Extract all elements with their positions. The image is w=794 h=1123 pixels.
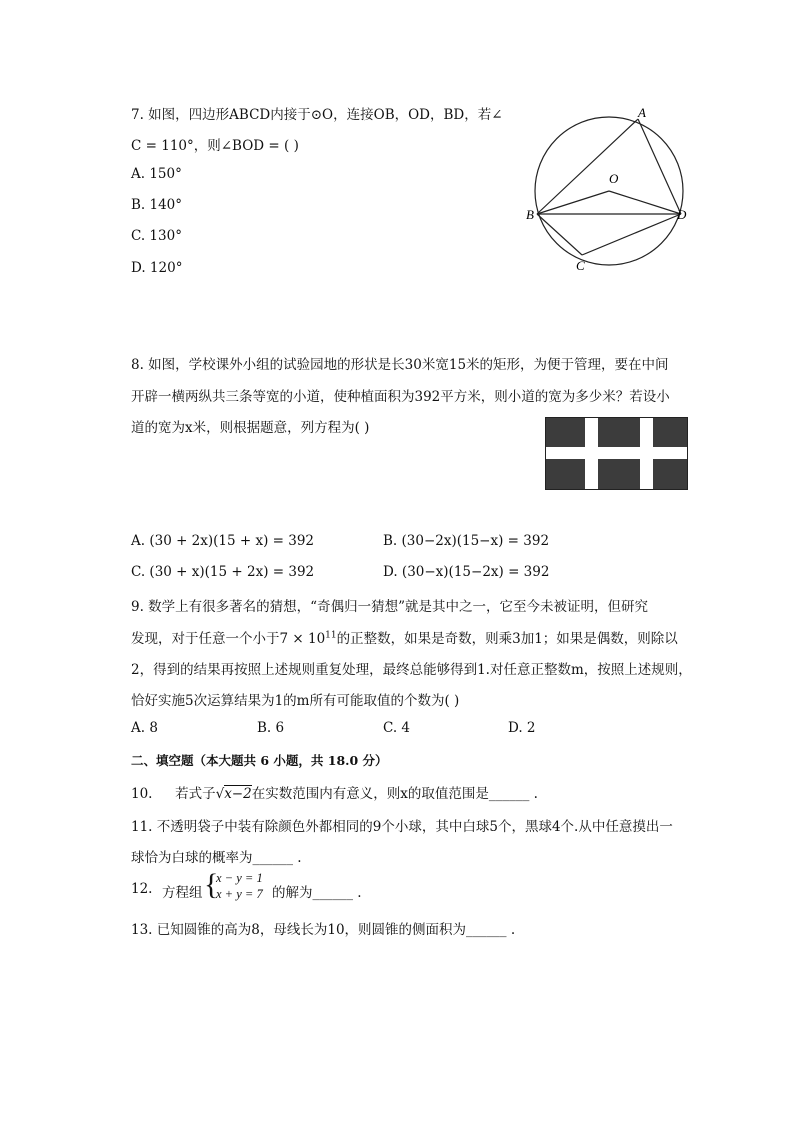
brace-icon: { (204, 868, 219, 901)
q7-option-b: B. 140° (131, 197, 183, 213)
q13-line: 13. 已知圆锥的高为8，母线长为10，则圆锥的侧面积为______ . (131, 922, 516, 938)
q7-option-c: C. 130° (131, 228, 182, 244)
q9-line-2-pre: 发现，对于任意一个小于7 × 10 (131, 631, 326, 647)
q8-garden-figure (545, 417, 689, 491)
path-vertical-right (640, 418, 653, 489)
segment-ob (537, 191, 609, 214)
q12-eq-2: x + y = 7 (216, 887, 263, 901)
label-d: D (677, 207, 687, 222)
q12-eq-1: x − y = 1 (216, 871, 263, 885)
q7-line-1: 7. 如图，四边形ABCD内接于⊙O，连接OB，OD，BD，若∠ (131, 107, 503, 123)
q10-line (131, 782, 538, 802)
q9-exponent: 11 (325, 630, 337, 641)
segment-bc (537, 214, 582, 255)
q8-line-1: 8. 如图，学校课外小组的试验园地的形状是长30米宽15米的矩形，为便于管理，要在中间 (131, 357, 669, 373)
q7-line-2: C = 110°，则∠BOD = ( ) (131, 138, 299, 154)
q8-option-a: A. (30 + 2x)(15 + x) = 392 (131, 533, 315, 549)
q8-line-3: 道的宽为x米，则根据题意，列方程为( ) (131, 420, 370, 436)
q12-number: 12. (131, 881, 153, 897)
section-2-heading: 二、填空题（本大题共 6 小题，共 18.0 分） (131, 753, 388, 768)
segment-ab (537, 119, 638, 214)
q10-post: 在实数范围内有意义，则x的取值范围是______ . (251, 786, 538, 802)
q7-option-d: D. 120° (131, 260, 183, 276)
sqrt-icon: √ (215, 786, 225, 802)
q9-line-2-post: 的正整数，如果是奇数，则乘3加1；如果是偶数，则除以 (336, 631, 678, 647)
q9-option-a: A. 8 (131, 720, 158, 736)
label-o: O (609, 171, 619, 186)
q9-line-3: 2，得到的结果再按照上述规则重复处理，最终总能够得到1.对任意正整数m，按照上述规则， (131, 662, 692, 678)
q8-line-2: 开辟一横两纵共三条等宽的小道，使种植面积为392平方米，则小道的宽为多少米？若设小 (131, 389, 670, 405)
q10-radicand: x−2 (224, 786, 252, 802)
q11-line-1: 11. 不透明袋子中装有除颜色外都相同的9个小球，其中白球5个，黑球4个.从中任意摸出一 (131, 819, 673, 835)
q9-option-b: B. 6 (257, 720, 285, 736)
q9-line-2 (131, 627, 678, 647)
q9-line-1: 9. 数学上有很多著名的猜想，“奇偶归一猜想”就是其中之一，它至今未被证明，但研究 (131, 599, 648, 615)
q10-pre: 若式子 (175, 786, 216, 802)
path-vertical-left (585, 418, 598, 489)
q8-option-c: C. (30 + x)(15 + 2x) = 392 (131, 564, 315, 580)
label-a: A (638, 105, 646, 120)
q12-post: 的解为______ . (272, 885, 362, 901)
segment-ad (638, 119, 681, 214)
path-horizontal (546, 447, 687, 459)
segment-cd (582, 214, 681, 255)
q10-number: 10. (131, 786, 153, 802)
q7-circle-figure (520, 100, 700, 280)
label-b: B (526, 207, 534, 222)
q7-option-a: A. 150° (131, 166, 182, 182)
q9-option-d: D. 2 (508, 720, 536, 736)
q9-line-4: 恰好实施5次运算结果为1的m所有可能取值的个数为( ) (131, 693, 460, 709)
q8-option-b: B. (30−2x)(15−x) = 392 (383, 533, 550, 549)
q8-option-d: D. (30−x)(15−2x) = 392 (383, 564, 550, 580)
segment-od (609, 191, 681, 214)
q12-pre: 方程组 (162, 885, 203, 901)
q11-line-2: 球恰为白球的概率为______ . (131, 850, 302, 866)
label-c: C (576, 258, 585, 273)
q9-option-c: C. 4 (383, 720, 411, 736)
